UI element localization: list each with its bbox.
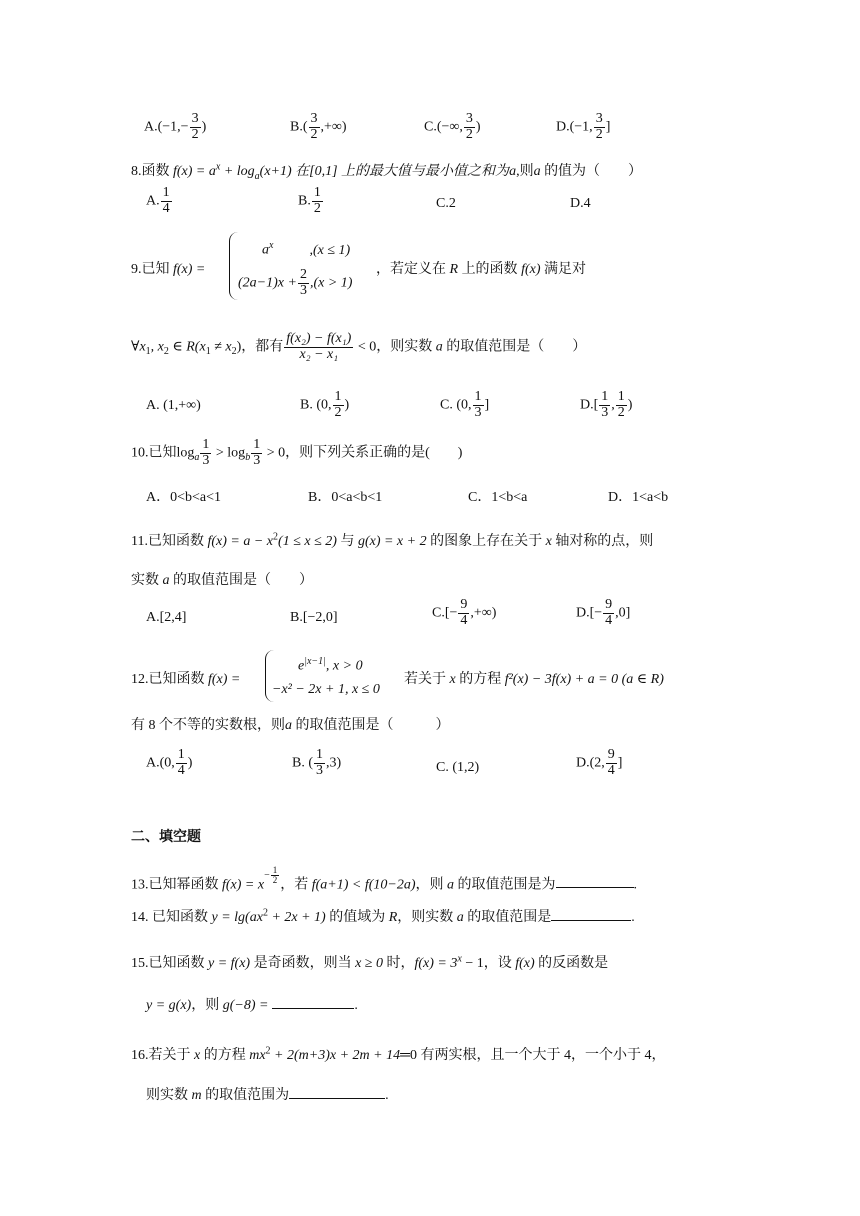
q12-case-2: −x² − 2x + 1, x ≤ 0 xyxy=(272,682,380,697)
section-heading: 二、填空题 xyxy=(131,829,201,845)
q9-option-c: C. (0, $\frac{1}{3}$ ] xyxy=(440,389,490,420)
q10-stem: 10.已知$\log_a$ $\frac{1}{3}$ > $\log_b$ $\frac{1}{3}$ > 0，则下列关系正确的是( ) xyxy=(131,437,463,468)
q12-option-c: C. (1,2) xyxy=(436,760,480,775)
q16-stem-line2: 则实数 m 的取值范围为 . xyxy=(146,1088,389,1103)
q7-option-d: D.(−1, $\frac{3}{2}$ ] xyxy=(556,111,611,142)
fraction: $\frac{9}{4}$ xyxy=(460,597,468,628)
q13-stem: 13.已知幂函数 f(x) = x $^{- \frac{1}{2}}$ ，若 f(a+1) < f(10−2a)，则 a 的取值范围是为 . xyxy=(131,865,638,893)
fraction: $\frac{1}{2}$ xyxy=(617,389,625,420)
q10-option-d: D．1<a<b xyxy=(608,490,669,505)
q8-option-d: D.4 xyxy=(570,196,591,211)
q7-option-c: C.(−∞, $\frac{3}{2}$ ) xyxy=(424,111,481,142)
q14-stem: 14. 已知函数 $y = \lg(ax^2 + 2x + 1)$ 的值域为 R，则实数 a 的取值范围是 . xyxy=(131,907,635,925)
q12-case-1: $e^{|x-1|}$, x > 0 xyxy=(298,656,363,674)
q10-option-c: C．1<b<a xyxy=(468,490,528,505)
fraction: $\frac{1}{3}$ xyxy=(601,389,609,420)
q12-option-d: D.(2, $\frac{9}{4}$ ] xyxy=(576,747,623,778)
answer-blank[interactable] xyxy=(551,908,631,921)
fraction: $\frac{1}{3}$ xyxy=(202,437,210,468)
answer-blank[interactable] xyxy=(289,1086,385,1099)
q10-option-b: B．0<a<b<1 xyxy=(308,490,383,505)
fraction: $\frac{3}{2}$ xyxy=(465,111,473,142)
q11-option-b: B.[−2,0] xyxy=(290,610,338,625)
q12-stem-tail: 若关于 x 的方程 f²(x) − 3f(x) + a = 0 (a ∈ R) xyxy=(404,672,664,687)
q9-option-b: B. (0, $\frac{1}{2}$ ) xyxy=(300,389,350,420)
q8-option-b: B. $\frac{1}{2}$ xyxy=(298,185,321,216)
fraction: $\frac{1}{3}$ xyxy=(316,747,324,778)
q12-option-a: A.(0, $\frac{1}{4}$ ) xyxy=(146,747,193,778)
q8-option-a: A. $\frac{1}{4}$ xyxy=(146,185,170,216)
q12-stem-line2: 有 8 个不等的实数根，则a 的取值范围是（ ） xyxy=(131,718,450,733)
fraction: $\frac{3}{2}$ xyxy=(310,111,318,142)
fraction: $\frac{\text{f(x₂) − f(x₁)}}{\text{x₂ − x₁}}$ xyxy=(286,331,352,362)
answer-blank[interactable] xyxy=(556,875,634,888)
fraction: $\frac{9}{4}$ xyxy=(605,597,613,628)
q7-option-a: A.(−1,− $\frac{3}{2}$ ) xyxy=(144,111,207,142)
fraction: $\frac{2}{3}$ xyxy=(299,267,307,298)
fraction: $\frac{3}{2}$ xyxy=(191,111,199,142)
q9-option-a: A. (1,+∞) xyxy=(146,398,201,413)
q9-case-1: $a^x$ ,(x ≤ 1) xyxy=(262,240,351,258)
q7-option-b: B.( $\frac{3}{2}$ ,+∞) xyxy=(290,111,347,142)
q10-option-a: A．0<b<a<1 xyxy=(146,490,222,505)
q11-option-a: A.[2,4] xyxy=(146,610,187,625)
fraction: $\frac{1}{2}$ xyxy=(272,865,278,886)
piecewise-brace xyxy=(229,232,238,300)
q11-option-d: D.[− $\frac{9}{4}$ ,0] xyxy=(576,597,631,628)
q11-option-c: C.[− $\frac{9}{4}$ ,+∞) xyxy=(432,597,497,628)
fraction: $\frac{1}{3}$ xyxy=(474,389,482,420)
q9-option-d: D.[ $\frac{1}{3}$ , $\frac{1}{2}$ ) xyxy=(580,389,633,420)
answer-blank[interactable] xyxy=(272,996,354,1009)
q9-condition: $\forall x_1$, $x_2$ ∈ $R(x_1 \ne x_2)$，都有 $\frac{\text{f(x₂) − f(x₁)}}{\text{x₂ − x₁}}$ < 0，则实数 a 的取值范围是（ ） xyxy=(131,331,587,362)
q9-stem-tail: ，若定义在 R 上的函数 f(x) 满足对 xyxy=(376,262,586,277)
fraction: $\frac{1}{4}$ xyxy=(177,747,185,778)
fraction: $\frac{1}{2}$ xyxy=(313,185,321,216)
q12-option-b: B. ( $\frac{1}{3}$ ,3) xyxy=(292,747,342,778)
q15-stem: 15.已知函数 y = f(x) 是奇函数，则当 x ≥ 0 时，$f(x) = 3^x - 1$，设 f(x) 的反函数是 xyxy=(131,953,609,971)
q9-case-2: (2a−1)x + $\frac{2}{3}$ ,(x > 1) xyxy=(238,267,353,298)
fraction: $\frac{1}{3}$ xyxy=(253,437,261,468)
q11-stem-line2: 实数 a 的取值范围是（ ） xyxy=(131,573,313,588)
q11-stem: 11.已知函数 $f(x) = a - x^2(1 \le x \le 2)$ 与 g(x) = x + 2 的图象上存在关于 x 轴对称的点，则 xyxy=(131,531,654,549)
fraction: $\frac{9}{4}$ xyxy=(607,747,615,778)
q9-number: 9.已知 f(x) = xyxy=(131,262,206,277)
fraction: $\frac{3}{2}$ xyxy=(595,111,603,142)
fraction: $\frac{1}{4}$ xyxy=(162,185,170,216)
q8-option-c: C.2 xyxy=(436,196,456,211)
q15-stem-line2: y = g(x)，则 g(−8) = . xyxy=(146,998,358,1013)
q8-stem: 8.函数 $f(x) = a^x + \log_a(x+1)$ 在[0,1] 上的最大值与最小值之和为a,则a 的值为（ ） xyxy=(131,161,643,182)
fraction: $\frac{1}{2}$ xyxy=(334,389,342,420)
q16-stem: 16.若关于 x 的方程 $mx^2 + 2(m+3)x + 2m$ + 14═0 有两实根，且一个大于 4，一个小于 4， xyxy=(131,1045,666,1063)
q12-number: 12.已知函数 f(x) = xyxy=(131,672,241,687)
